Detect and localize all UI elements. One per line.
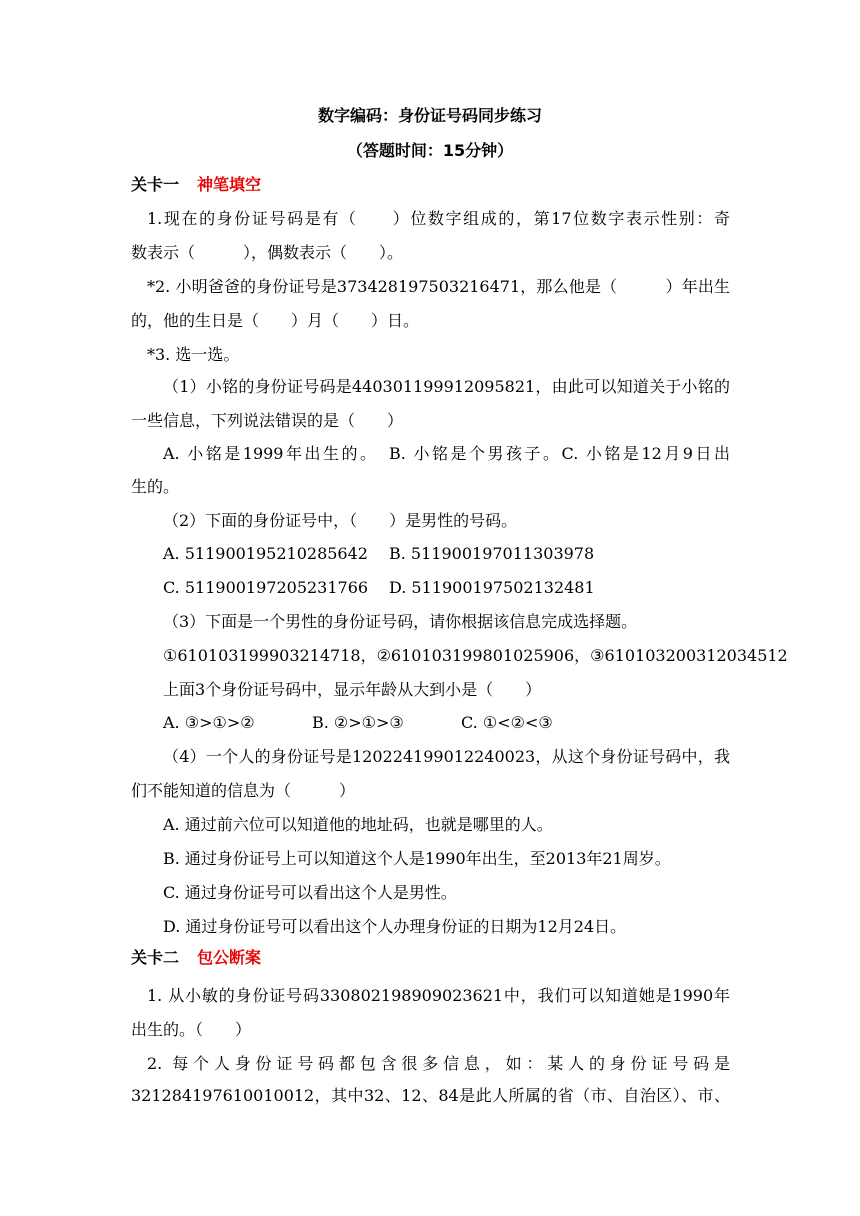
question-3-2-option-d: D. 511900197502132481 xyxy=(389,578,595,597)
page-subtitle: （答题时间：15分钟） xyxy=(346,141,514,160)
question-3-4-option-c: C. 通过身份证号可以看出这个人是男性。 xyxy=(163,883,457,902)
question-3-2-stem: （2）下面的身份证号中，（ ）是男性的号码。 xyxy=(163,511,518,530)
section-heading-2 xyxy=(131,948,261,968)
question-3-3-ids: ①610103199903214718，②610103199801025906，③610103200312034512 xyxy=(163,646,788,665)
question-3-3-stem: （3）下面是一个男性的身份证号码，请你根据该信息完成选择题。 xyxy=(163,612,638,631)
question-3-1-line-2: 一些信息，下列说法错误的是（ ） xyxy=(131,411,404,430)
section-label: 关卡二 xyxy=(131,948,180,967)
judgement-1-line-2: 出生的。（ ） xyxy=(131,1020,252,1039)
question-3-4-option-b: B. 通过身份证号上可以知道这个人是1990年出生，至2013年21周岁。 xyxy=(163,849,671,868)
judgement-1-line-1: 1. 从小敏的身份证号码330802198909023621中，我们可以知道她是1990年 xyxy=(147,986,730,1005)
question-1-line-1: 1.现在的身份证号码是有（ ）位数字组成的，第17位数字表示性别：奇 xyxy=(147,209,730,228)
question-3-2-option-b: B. 511900197011303978 xyxy=(389,544,595,563)
question-2-line-2: 的，他的生日是（ ）月（ ）日。 xyxy=(131,311,420,330)
question-3-4-option-a: A. 通过前六位可以知道他的地址码，也就是哪里的人。 xyxy=(163,815,553,834)
question-3-1-line-1: （1）小铭的身份证号码是440301199912095821，由此可以知道关于小铭的 xyxy=(163,377,730,396)
question-2-line-1: *2. 小明爸爸的身份证号是373428197503216471，那么他是（ ）年出生 xyxy=(147,277,730,296)
judgement-2-line-2: 321284197610010012，其中32、12、84是此人所属的省（市、自治区）、市、 xyxy=(131,1086,730,1105)
question-3-2-option-c: C. 511900197205231766 xyxy=(163,578,369,597)
question-3-heading: *3. 选一选。 xyxy=(147,345,240,364)
question-3-3-option-a: A. ③>①>② xyxy=(163,713,255,732)
question-3-1-options-line-2: 生的。 xyxy=(131,477,180,496)
question-3-4-option-d: D. 通过身份证号可以看出这个人办理身份证的日期为12月24日。 xyxy=(163,917,627,936)
section-label: 关卡一 xyxy=(131,175,180,194)
section-name: 神笔填空 xyxy=(197,175,262,194)
question-3-4-line-1: （4）一个人的身份证号是120224199012240023，从这个身份证号码中，我 xyxy=(163,747,730,766)
question-3-4-line-2: 们不能知道的信息为（ ） xyxy=(131,781,356,800)
page-title: 数字编码：身份证号码同步练习 xyxy=(317,106,542,125)
question-3-1-options-line-1: A. 小铭是1999年出生的。 B. 小铭是个男孩子。C. 小铭是12月9日出 xyxy=(163,444,730,463)
question-3-3-option-b: B. ②>①>③ xyxy=(312,713,404,732)
section-name: 包公断案 xyxy=(197,948,262,967)
judgement-2-line-1: 2. 每个人身份证号码都包含很多信息，如：某人的身份证号码是 xyxy=(147,1054,730,1073)
question-3-2-option-a: A. 511900195210285642 xyxy=(163,544,368,563)
section-heading-1 xyxy=(131,175,261,195)
question-3-3-ask: 上面3个身份证号码中，显示年龄从大到小是（ ） xyxy=(163,680,542,699)
question-3-3-option-c: C. ①<②<③ xyxy=(461,713,553,732)
question-1-line-2: 数表示（ ），偶数表示（ ）。 xyxy=(131,243,404,262)
